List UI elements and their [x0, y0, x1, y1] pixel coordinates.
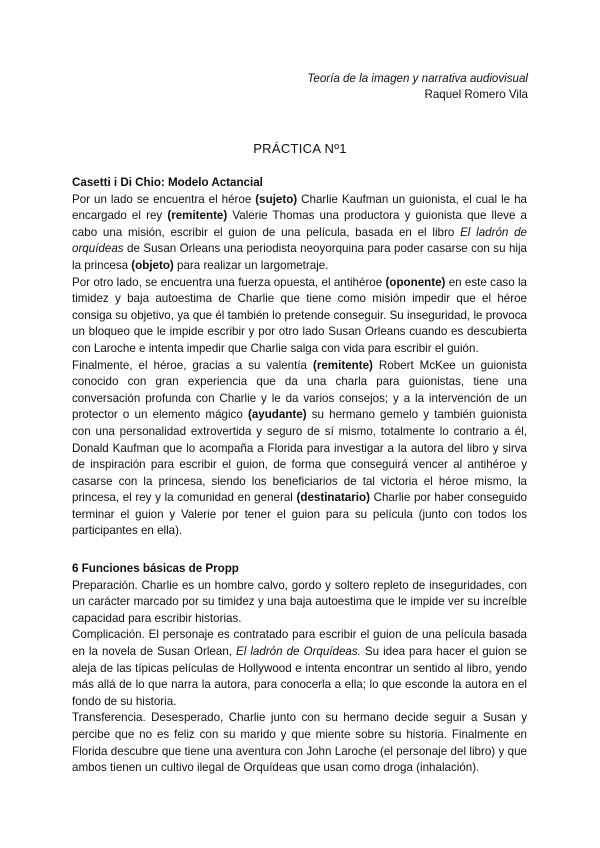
paragraph: Transferencia. Desesperado, Charlie junto con su hermano decide seguir a Susan y percibe que no es feliz con su marido y que miente sobre su historia. Finalmente en Florida descubre que tiene una aventura con John Laroche (el personaje del libro) y que ambos tienen un cultivo ilegal de Orquídeas que usan como droga (inhalación).	[72, 711, 527, 775]
section-heading: Casetti i Di Chio: Modelo Actancial	[72, 176, 263, 189]
course-subject: Teoría de la imagen y narrativa audiovisual	[307, 72, 528, 85]
paragraph: Complicación. El personaje es contratado para escribir el guion de una película basada en la novela de Susan Orlean, El ladrón de Orquídeas. Su idea para hacer el guion se aleja de las típicas películas de Hollywood e intenta encontrar un sentido al libro, yendo más allá de lo que narra la autora, para conocerla a ella; lo que esconde la autora en el fondo de su historia.	[72, 628, 527, 708]
paragraph: Preparación. Charlie es un hombre calvo, gordo y soltero repleto de inseguridades, con un carácter marcado por su timidez y una baja autoestima que le impide ver su increíble capacidad para escribir historias.	[72, 578, 527, 625]
section-propp-functions	[72, 561, 527, 777]
section-heading: 6 Funciones básicas de Propp	[72, 562, 239, 575]
page-title: PRÁCTICA Nº1	[253, 141, 347, 156]
paragraph: Finalmente, el héroe, gracias a su valentía (remitente) Robert McKee un guionista conocido con gran experiencia que da una charla para guionistas, tiene una conversación profunda con Charlie y le da varios consejos; y a la intervención de un protector o un elemento mágico (ayudante) su hermano gemelo y también guionista con una personalidad extrovertida y seguro de sí mismo, totalmente lo contrario a él, Donald Kaufman que lo acompaña a Florida para investigar a la autora del libro y sirva de inspiración para escribir el guion, de forma que conseguirá vencer al antihéroe y casarse con la princesa, siendo los beneficiarios de tal victoria el héroe mismo, la princesa, el rey y la comunidad en general (destinatario) Charlie por haber conseguido terminar el guion y Valerie por tener el guion para su película (junto con todos los participantes en ella).	[72, 358, 527, 538]
section-actantial-model	[72, 175, 527, 540]
paragraph: Por otro lado, se encuentra una fuerza opuesta, el antihéroe (oponente) en este caso la timidez y baja autoestima de Charlie que tiene como misión impedir que el héroe consiga su objetivo, ya que él también lo pretende conseguir. Su inseguridad, le provoca un bloqueo que le impide escribir y por otro lado Susan Orleans cuando es descubierta con Laroche e intenta impedir que Charlie salga con vida para escribir el guión.	[72, 275, 527, 355]
paragraph: Por un lado se encuentra el héroe (sujeto) Charlie Kaufman un guionista, el cual le ha encargado el rey (remitente) Valerie Thomas una productora y guionista que lleve a cabo una misión, escribir el guion de una película, basada en el libro El ladrón de orquídeas de Susan Orleans una periodista neoyorquina para poder casarse con su hija la princesa (objeto) para realizar un largometraje.	[72, 192, 528, 272]
author-name: Raquel Romero Vila	[424, 88, 528, 101]
